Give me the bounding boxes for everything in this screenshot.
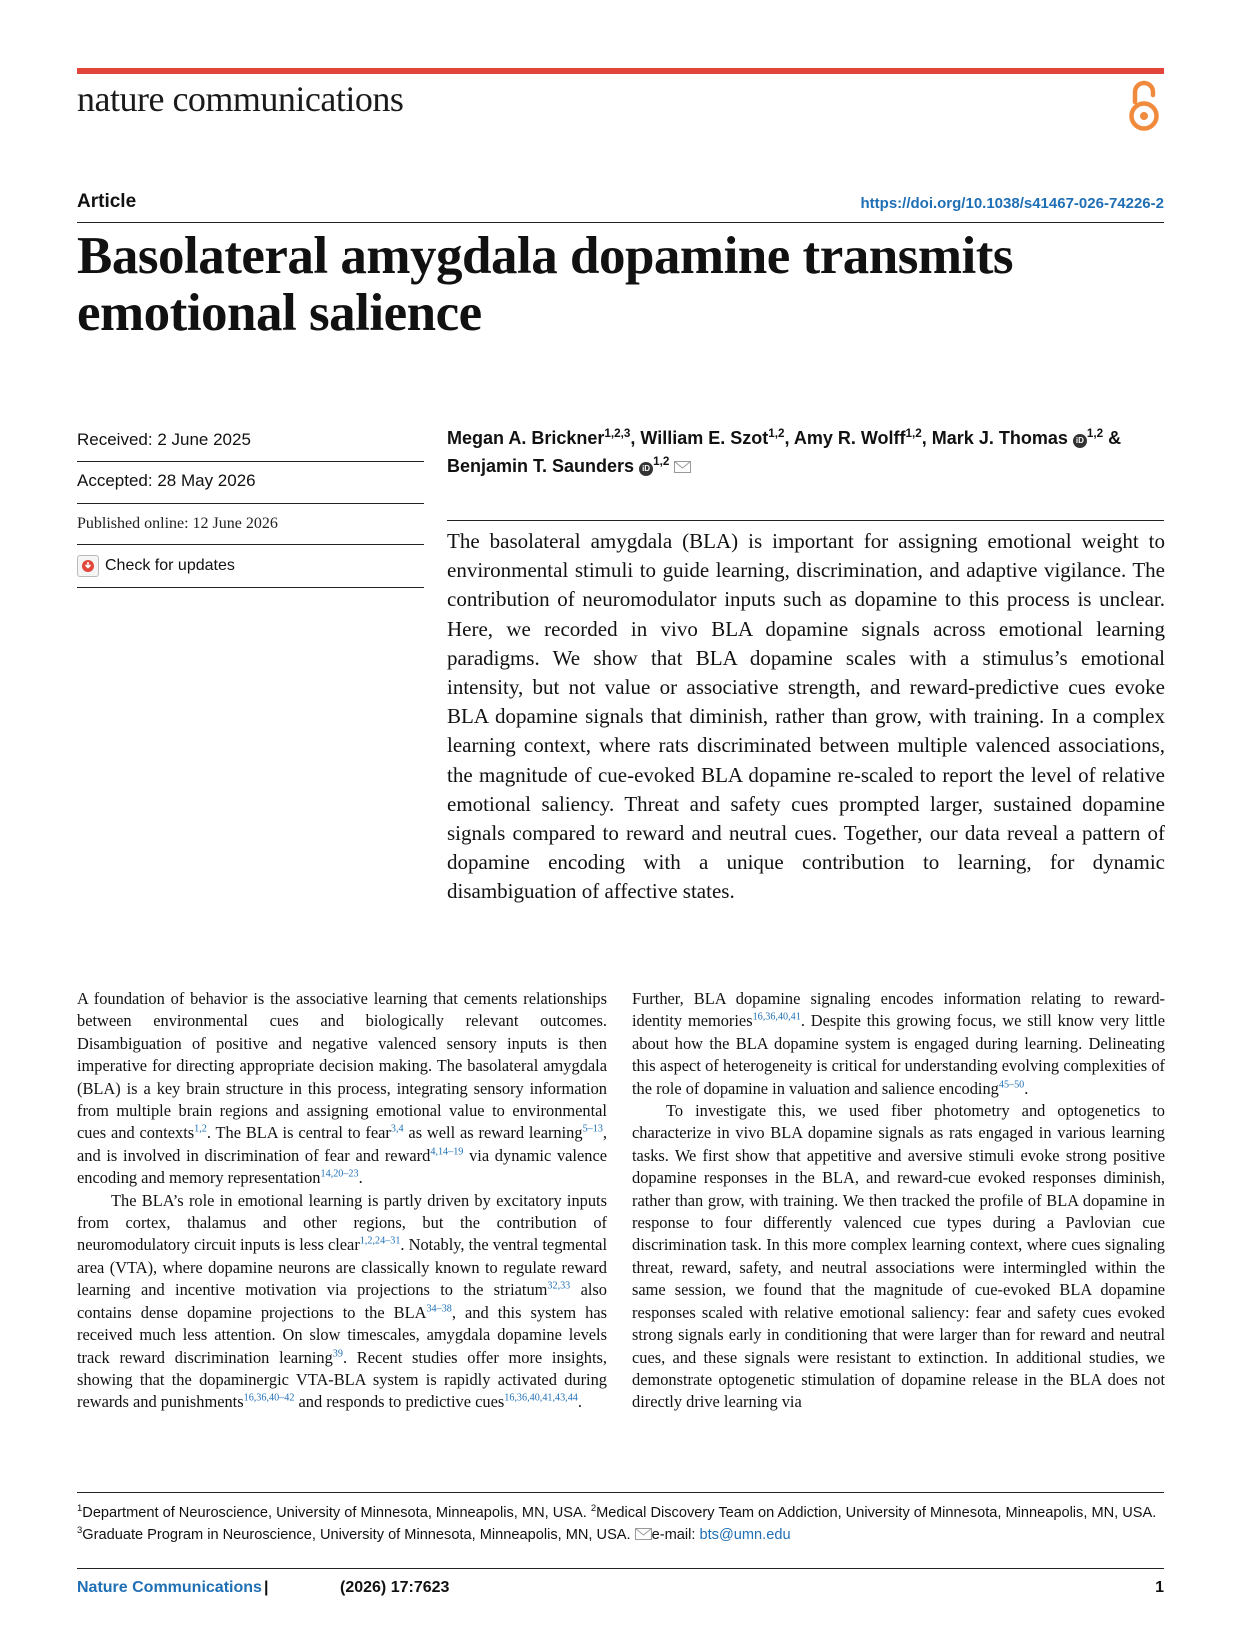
accepted-date: Accepted: 28 May 2026 [77,471,256,490]
author-affiliation: 1,2 [768,427,785,440]
abstract-rule [447,520,1164,521]
meta-divider [77,544,424,545]
author-name[interactable]: William E. Szot [640,428,769,448]
author-name[interactable]: Amy R. Wolff [793,428,906,448]
footnote-rule [77,1492,1164,1493]
published-date: Published online: 12 June 2026 [77,515,278,532]
body-paragraph: Further, BLA dopamine signaling encodes information relating to reward-identity memories$^{16,36,40,41}$. Despite this growing focus, we still know very little about how the BLA dopamine system is engaged during learning. Delineating this aspect of heterogeneity is critical for understanding evolving complexities of the role of dopamine in valuation and salience encoding$^{45-50}$. [632,989,1165,1098]
body-column-left [77,988,607,1414]
email-link[interactable]: bts@umn.edu [699,1527,791,1543]
header-accent-bar [77,68,1164,74]
check-for-updates-icon [77,555,99,577]
orcid-icon[interactable]: iD [1073,434,1087,448]
orcid-icon[interactable]: iD [639,462,653,476]
check-for-updates-button[interactable] [77,555,235,577]
affiliations-footnote: $^1$Department of Neuroscience, University of Minnesota, Minneapolis, MN, USA. $^2$Medical Discovery Team on Addiction, University of Minnesota, Minneapolis, MN, USA. $^3$Graduate Program in Neuroscience, University of Minnesota, Minneapolis, MN, USA. e-mail: bts@umn.edu [77,1503,1157,1543]
envelope-icon [635,1528,652,1540]
footer-journal[interactable]: Nature Communications [77,1579,262,1596]
received-date: Received: 2 June 2025 [77,430,251,449]
citation-link[interactable]: 14,20–23 [320,1168,359,1180]
header-rule [77,222,1164,223]
citation-link[interactable]: 1,2 [194,1123,207,1135]
footer-volume: (2026) 17:7623 [340,1579,450,1596]
body-paragraph: To investigate this, we used fiber photometry and optogenetics to characterize in vivo BLA dopamine signals as rats engaged in various learning tasks. We first show that appetitive and aversive stimuli evoke strong positive dopamine responses in the BLA, and reward-cue evoked responses diminish, rather than grow, with training. We then tracked the profile of BLA dopamine in response to four differently valenced cue types during a Pavlovian cue discrimination task. In this more complex learning context, where cues signaling threat, reward, safety, and neutral associations were intermingled within the same session, we found that the magnitude of cue-evoked BLA dopamine responses scaled with relative emotional saliency: fear and safety cues evoked strong signals early in conditioning that were larger than for reward and neutral cues, and these signals were resistant to extinction. In additional studies, we demonstrate optogenetic stimulation of dopamine release in the BLA does not directly drive learning via [632,1101,1165,1412]
author-list: Megan A. Brickner$^{1,2,3}$, William E. Szot$^{1,2}$, Amy R. Wolff$^{1,2}$, Mark J. Thomas iD$^{1,2}$ & Benjamin T. Saunders iD$^{1,2}$ [447,427,1122,476]
journal-name: nature communications [77,79,404,119]
citation-link[interactable]: 32,33 [547,1280,571,1292]
citation-link[interactable]: 4,14–19 [430,1146,464,1158]
article-type: Article [77,191,137,212]
body-paragraph: The BLA’s role in emotional learning is partly driven by excitatory inputs from cortex, thalamus and other regions, but the contribution of neuromodulatory circuit inputs is less clear$^{1,2,24-31}$. Notably, the ventral tegmental area (VTA), where dopamine neurons are classically known to regulate reward learning and incentive motivation via projections to the striatum$^{32,33}$ also contains dense dopamine projections to the BLA$^{34-38}$, and this system has received much less attention. On slow timescales, amygdala dopamine levels track reward discrimination learning$^{39}$. Recent studies offer more insights, showing that the dopaminergic VTA-BLA system is rapidly activated during rewards and punishments$^{16,36,40-42}$ and responds to predictive cues$^{16,36,40,41,43,44}$. [77,1190,608,1412]
author-affiliation: 1,2,3 [604,427,631,440]
citation-link[interactable]: 16,36,40,41 [752,1011,801,1023]
page-number: 1 [1155,1579,1164,1596]
author-conjunction: & [1108,428,1122,448]
citation-link[interactable]: 1,2,24–31 [359,1236,401,1247]
citation-link[interactable]: 16,36,40,41,43,44 [504,1392,578,1404]
doi-link[interactable]: https://doi.org/10.1038/s41467-026-74226-2 [860,195,1164,212]
author-name[interactable]: Megan A. Brickner [447,428,605,448]
author-affiliation: 1,2 [905,427,922,440]
body-paragraph: A foundation of behavior is the associative learning that cements relationships between environmental cues and biologically relevant outcomes. Disambiguation of positive and negative valenced sensory inputs is then imperative for directing appropriate decision making. The basolateral amygdala (BLA) is a key brain structure in this process, integrating sensory information from multiple brain regions and assigning emotional value to environmental cues and contexts$^{1,2}$. The BLA is central to fear$^{3,4}$ as well as reward learning$^{5-13}$, and is involved in discrimination of fear and reward$^{4,14-19}$ via dynamic valence encoding and memory representation$^{14,20-23}$. [77,989,607,1188]
author-name[interactable]: Mark J. Thomas [931,428,1068,448]
envelope-icon[interactable] [674,461,691,473]
article-title: Basolateral amygdala dopamine transmits emotional salience [77,227,1013,342]
citation-link[interactable]: 5–13 [582,1123,603,1135]
abstract: The basolateral amygdala (BLA) is important for assigning emotional weight to environmental stimuli to guide learning, discrimination, and adaptive vigilance. The contribution of neuromodulator inputs such as dopamine to this process is unclear. Here, we recorded in vivo BLA dopamine signals across emotional learning paradigms. We show that BLA dopamine scales with a stimulus’s emotional intensity, but not value or associative strength, and reward-predictive cues evoke BLA dopamine signals that diminish, rather than grow, with training. In a complex learning context, where rats discriminated between multiple valenced associations, the magnitude of cue-evoked BLA dopamine re-scaled to report the level of relative emotional saliency. Threat and safety cues prompted larger, sustained dopamine signals compared to reward and neutral cues. Together, our data reveal a pattern of dopamine encoding with a unique contribution to learning, for dynamic disambiguation of affective states. [447,529,1165,904]
citation-link[interactable]: 45–50 [998,1079,1025,1091]
citation-link[interactable]: 34–38 [426,1303,452,1315]
author-name[interactable]: Benjamin T. Saunders [447,456,635,476]
citation-link[interactable]: 39 [332,1348,343,1360]
body-column-right [632,988,1165,1414]
footer-rule [77,1568,1164,1569]
author-affiliation: 1,2 [653,455,670,468]
meta-divider [77,503,424,504]
meta-divider [77,587,424,588]
footer-separator: | [264,1579,269,1596]
author-affiliation: 1,2 [1086,427,1104,440]
meta-divider [77,461,424,462]
citation-link[interactable]: 3,4 [390,1123,404,1135]
check-for-updates-label: Check for updates [105,557,235,574]
open-access-icon [1126,80,1162,132]
citation-link[interactable]: 16,36,40–42 [243,1392,295,1404]
